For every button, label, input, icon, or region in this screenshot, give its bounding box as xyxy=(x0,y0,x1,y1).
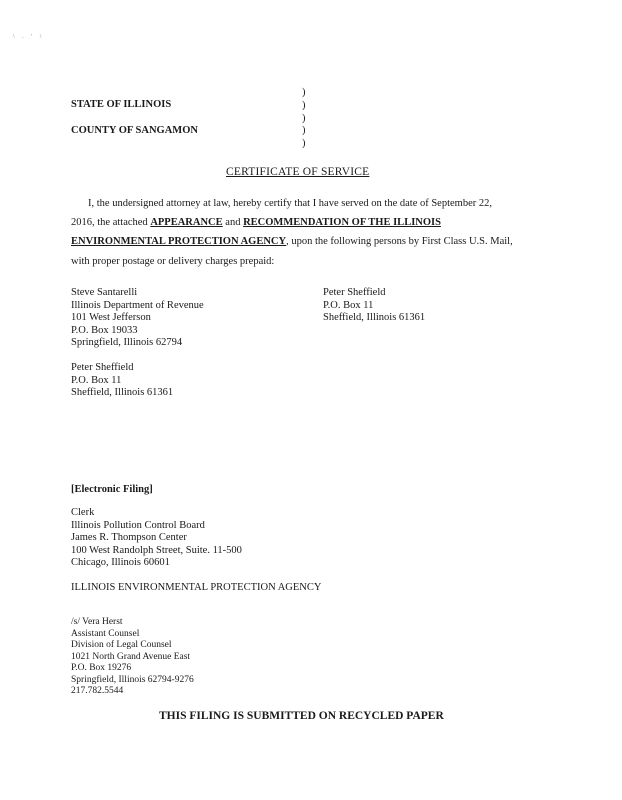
signature-line: Springfield, Illinois 62794-9276 xyxy=(71,674,194,685)
electronic-filing-heading: [Electronic Filing] xyxy=(71,484,153,495)
address-line: Chicago, Illinois 60601 xyxy=(71,557,170,569)
address-line: P.O. Box 19033 xyxy=(71,324,138,336)
caption-parens xyxy=(302,87,306,151)
address-line: Peter Sheffield xyxy=(71,362,134,373)
address-line: Springfield, Illinois 62794 xyxy=(71,337,183,349)
body-line-4: with proper postage or delivery charges prepaid: xyxy=(71,256,275,267)
address-line: P.O. Box 11 xyxy=(323,299,374,311)
signature-line: 1021 North Grand Avenue East xyxy=(71,651,191,662)
scan-marks: \ . ' \ xyxy=(13,34,45,40)
address-line: 100 West Randolph Street, Suite. 11-500 xyxy=(71,544,242,556)
body-line-3 xyxy=(71,236,513,247)
address-line: Sheffield, Illinois 61361 xyxy=(71,387,174,399)
body-line-2 xyxy=(71,217,441,228)
address-line: James R. Thompson Center xyxy=(71,532,187,544)
signature-block xyxy=(71,617,194,698)
caption-county: COUNTY OF SANGAMON xyxy=(71,125,198,136)
recycled-paper-footer: THIS FILING IS SUBMITTED ON RECYCLED PAPER xyxy=(159,710,444,722)
address-line: Steve Santarelli xyxy=(71,287,138,298)
caption-state: STATE OF ILLINOIS xyxy=(71,99,172,110)
recommendation-doc-title-cont: ENVIRONMENTAL PROTECTION AGENCY xyxy=(71,236,287,247)
paren: ) xyxy=(302,125,306,137)
clerk-address xyxy=(71,507,242,570)
paren: ) xyxy=(302,112,306,124)
body-text: , upon the following persons by First Class U.S. Mail, xyxy=(286,236,513,247)
address-line: P.O. Box 11 xyxy=(71,374,122,386)
paren: ) xyxy=(302,99,306,111)
recipient-sheffield-right xyxy=(323,287,425,325)
agency-name: ILLINOIS ENVIRONMENTAL PROTECTION AGENCY xyxy=(71,582,322,593)
recipient-sheffield-left xyxy=(71,362,173,400)
address-line: Sheffield, Illinois 61361 xyxy=(323,312,426,324)
address-line: Peter Sheffield xyxy=(323,287,386,298)
signature-line: 217.782.5544 xyxy=(71,686,124,696)
body-line-1: I, the undersigned attorney at law, hereby certify that I have served on the date of September 22, xyxy=(88,198,492,209)
paren: ) xyxy=(302,138,306,150)
appearance-doc-title: APPEARANCE xyxy=(150,217,223,228)
body-text: 2016, the attached xyxy=(71,217,151,228)
signature-line: /s/ Vera Herst xyxy=(71,617,123,627)
signature-line: Division of Legal Counsel xyxy=(71,640,172,650)
address-line: Clerk xyxy=(71,507,95,518)
address-line: Illinois Department of Revenue xyxy=(71,299,204,311)
signature-line: P.O. Box 19276 xyxy=(71,663,132,673)
recommendation-doc-title: RECOMMENDATION OF THE ILLINOIS xyxy=(243,217,441,228)
address-line: 101 West Jefferson xyxy=(71,312,151,324)
body-text: and xyxy=(222,217,244,228)
address-line: Illinois Pollution Control Board xyxy=(71,519,205,531)
recipient-santarelli xyxy=(71,287,204,350)
paren: ) xyxy=(302,87,306,98)
document-title: CERTIFICATE OF SERVICE xyxy=(226,166,370,178)
signature-line: Assistant Counsel xyxy=(71,628,140,639)
